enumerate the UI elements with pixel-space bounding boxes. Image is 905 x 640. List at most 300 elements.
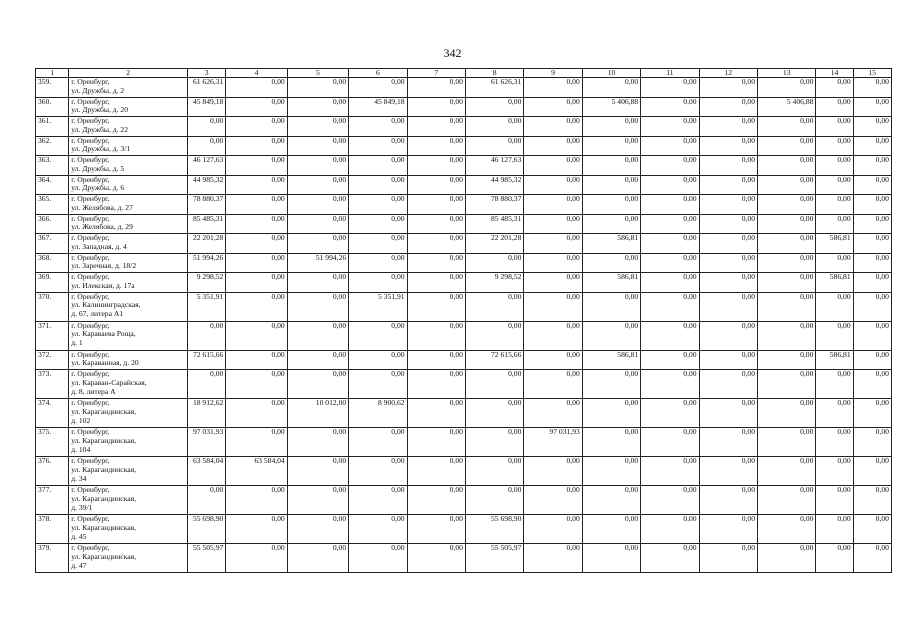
value-cell: 0,00 (758, 292, 816, 321)
value-cell: 0,00 (287, 175, 348, 195)
value-cell: 0,00 (853, 214, 891, 234)
value-cell: 0,00 (816, 253, 853, 273)
value-cell: 0,00 (349, 544, 407, 573)
table-row (36, 273, 892, 293)
value-cell: 0,00 (582, 457, 640, 486)
row-number: 379. (36, 544, 69, 573)
address-line: ул. Дружбы, д. 6 (71, 183, 125, 193)
value-cell: 0,00 (641, 253, 699, 273)
address-line: г. Оренбург, (71, 97, 110, 106)
value-cell: 10 012,00 (287, 399, 348, 428)
value-cell: 0,00 (699, 97, 757, 117)
table-row (36, 136, 892, 156)
value-cell: 0,00 (582, 486, 640, 515)
address-line: г. Оренбург, (71, 321, 110, 330)
value-cell: 0,00 (407, 350, 465, 370)
value-cell: 0,00 (853, 97, 891, 117)
value-cell: 0,00 (287, 321, 348, 350)
value-cell: 0,00 (641, 515, 699, 544)
value-cell: 72 615,66 (465, 350, 523, 370)
address-line: д. 102 (71, 415, 91, 425)
value-cell: 0,00 (349, 515, 407, 544)
column-header: 1 (36, 69, 69, 78)
address-cell (69, 428, 188, 457)
row-number: 364. (36, 175, 69, 195)
value-cell: 0,00 (758, 457, 816, 486)
address-line: д. 67, литера А1 (71, 309, 124, 319)
value-cell: 0,00 (524, 136, 582, 156)
address-cell (69, 457, 188, 486)
table-row (36, 544, 892, 573)
value-cell: 0,00 (582, 292, 640, 321)
value-cell: 0,00 (641, 234, 699, 254)
value-cell: 0,00 (226, 156, 287, 176)
value-cell: 0,00 (287, 292, 348, 321)
value-cell: 0,00 (287, 370, 348, 399)
value-cell: 0,00 (226, 175, 287, 195)
value-cell: 5 351,91 (188, 292, 226, 321)
table-row (36, 78, 892, 98)
row-number: 361. (36, 117, 69, 137)
value-cell: 0,00 (699, 78, 757, 98)
address-line: ул. Карагандинская, (71, 522, 137, 532)
row-number: 373. (36, 370, 69, 399)
value-cell: 0,00 (524, 214, 582, 234)
value-cell: 0,00 (287, 544, 348, 573)
row-number: 374. (36, 399, 69, 428)
value-cell: 22 201,28 (465, 234, 523, 254)
address-cell (69, 253, 188, 273)
address-line: г. Оренбург, (71, 369, 110, 378)
value-cell: 9 298,52 (465, 273, 523, 293)
value-cell: 0,00 (758, 370, 816, 399)
value-cell: 0,00 (641, 544, 699, 573)
value-cell: 0,00 (465, 428, 523, 457)
value-cell: 0,00 (582, 544, 640, 573)
address-line: д. 45 (71, 531, 87, 541)
table-row (36, 428, 892, 457)
value-cell: 0,00 (287, 156, 348, 176)
value-cell: 61 626,31 (188, 78, 226, 98)
value-cell: 0,00 (407, 97, 465, 117)
value-cell: 0,00 (816, 428, 853, 457)
address-line: г. Оренбург, (71, 456, 110, 465)
address-line: г. Оренбург, (71, 233, 110, 242)
address-line: г. Оренбург, (71, 292, 110, 301)
value-cell: 55 505,97 (465, 544, 523, 573)
value-cell: 0,00 (465, 370, 523, 399)
value-cell: 0,00 (641, 78, 699, 98)
address-line: г. Оренбург, (71, 350, 110, 359)
value-cell: 0,00 (758, 273, 816, 293)
row-number: 377. (36, 486, 69, 515)
value-cell: 0,00 (758, 117, 816, 137)
value-cell: 0,00 (699, 117, 757, 137)
value-cell: 0,00 (582, 117, 640, 137)
value-cell: 0,00 (349, 156, 407, 176)
value-cell: 0,00 (853, 117, 891, 137)
value-cell: 0,00 (816, 214, 853, 234)
row-number: 366. (36, 214, 69, 234)
value-cell: 0,00 (641, 321, 699, 350)
row-number: 372. (36, 350, 69, 370)
value-cell: 0,00 (699, 321, 757, 350)
value-cell: 0,00 (853, 195, 891, 215)
address-line: г. Оренбург, (71, 427, 110, 436)
value-cell: 63 584,04 (226, 457, 287, 486)
value-cell: 0,00 (699, 156, 757, 176)
value-cell: 0,00 (407, 78, 465, 98)
value-cell: 0,00 (582, 78, 640, 98)
value-cell: 0,00 (226, 350, 287, 370)
value-cell: 63 584,04 (188, 457, 226, 486)
address-line: г. Оренбург, (71, 272, 110, 281)
value-cell: 0,00 (582, 156, 640, 176)
address-line: д. 47 (71, 560, 87, 570)
value-cell: 0,00 (349, 457, 407, 486)
value-cell: 0,00 (524, 117, 582, 137)
address-line: г. Оренбург, (71, 543, 110, 552)
address-line: г. Оренбург, (71, 485, 110, 494)
value-cell: 22 201,28 (188, 234, 226, 254)
value-cell: 0,00 (524, 515, 582, 544)
value-cell: 44 985,32 (465, 175, 523, 195)
value-cell: 0,00 (524, 350, 582, 370)
value-cell: 0,00 (524, 97, 582, 117)
column-header: 7 (407, 69, 465, 78)
value-cell: 0,00 (188, 321, 226, 350)
value-cell: 0,00 (287, 428, 348, 457)
address-cell (69, 136, 188, 156)
value-cell: 0,00 (349, 195, 407, 215)
column-header: 8 (465, 69, 523, 78)
address-cell (69, 78, 188, 98)
value-cell: 0,00 (524, 156, 582, 176)
value-cell: 85 485,31 (465, 214, 523, 234)
value-cell: 0,00 (226, 136, 287, 156)
value-cell: 0,00 (758, 253, 816, 273)
value-cell: 0,00 (853, 253, 891, 273)
value-cell: 0,00 (287, 214, 348, 234)
address-line: д. 8, литера А (71, 386, 116, 396)
value-cell: 0,00 (699, 195, 757, 215)
row-number: 375. (36, 428, 69, 457)
value-cell: 0,00 (524, 253, 582, 273)
address-line: г. Оренбург, (71, 214, 110, 223)
value-cell: 0,00 (699, 428, 757, 457)
address-line: ул. Карагандинская, (71, 406, 137, 416)
value-cell: 0,00 (853, 486, 891, 515)
address-cell (69, 273, 188, 293)
value-cell: 0,00 (853, 234, 891, 254)
address-cell (69, 486, 188, 515)
value-cell: 0,00 (407, 117, 465, 137)
value-cell: 0,00 (853, 273, 891, 293)
value-cell: 0,00 (816, 117, 853, 137)
value-cell: 0,00 (407, 428, 465, 457)
value-cell: 0,00 (853, 457, 891, 486)
value-cell: 0,00 (816, 136, 853, 156)
address-cell (69, 515, 188, 544)
column-header: 13 (758, 69, 816, 78)
value-cell: 0,00 (699, 136, 757, 156)
value-cell: 0,00 (349, 253, 407, 273)
value-cell: 0,00 (188, 370, 226, 399)
value-cell: 0,00 (349, 78, 407, 98)
value-cell: 0,00 (582, 195, 640, 215)
column-header: 11 (641, 69, 699, 78)
value-cell: 0,00 (816, 292, 853, 321)
value-cell: 0,00 (407, 486, 465, 515)
value-cell: 0,00 (407, 195, 465, 215)
value-cell: 586,81 (582, 350, 640, 370)
value-cell: 0,00 (465, 321, 523, 350)
value-cell: 0,00 (758, 195, 816, 215)
table-row (36, 350, 892, 370)
value-cell: 0,00 (699, 399, 757, 428)
table-row (36, 253, 892, 273)
value-cell: 0,00 (524, 544, 582, 573)
value-cell: 0,00 (188, 486, 226, 515)
value-cell: 0,00 (641, 486, 699, 515)
value-cell: 0,00 (287, 78, 348, 98)
value-cell: 0,00 (465, 486, 523, 515)
value-cell: 0,00 (407, 156, 465, 176)
column-header: 9 (524, 69, 582, 78)
value-cell: 0,00 (853, 292, 891, 321)
value-cell: 0,00 (853, 515, 891, 544)
table-row (36, 399, 892, 428)
value-cell: 0,00 (287, 117, 348, 137)
value-cell: 0,00 (853, 78, 891, 98)
value-cell: 0,00 (287, 273, 348, 293)
value-cell: 0,00 (407, 273, 465, 293)
value-cell: 0,00 (287, 136, 348, 156)
address-line: г. Оренбург, (71, 514, 110, 523)
value-cell: 97 031,93 (524, 428, 582, 457)
address-cell (69, 175, 188, 195)
address-cell (69, 370, 188, 399)
table-row (36, 486, 892, 515)
value-cell: 0,00 (465, 97, 523, 117)
value-cell: 0,00 (758, 486, 816, 515)
column-header: 6 (349, 69, 407, 78)
value-cell: 97 031,93 (188, 428, 226, 457)
value-cell: 0,00 (758, 399, 816, 428)
address-cell (69, 234, 188, 254)
value-cell: 0,00 (641, 457, 699, 486)
address-line: ул. Карагандинская, (71, 435, 137, 445)
value-cell: 0,00 (758, 234, 816, 254)
value-cell: 0,00 (699, 370, 757, 399)
value-cell: 0,00 (816, 156, 853, 176)
address-cell (69, 399, 188, 428)
value-cell: 44 985,32 (188, 175, 226, 195)
value-cell: 0,00 (349, 136, 407, 156)
value-cell: 0,00 (816, 457, 853, 486)
value-cell: 0,00 (816, 78, 853, 98)
table-row (36, 195, 892, 215)
column-header: 14 (816, 69, 853, 78)
value-cell: 586,81 (816, 234, 853, 254)
address-line: ул. Дружбы, д. 22 (71, 124, 129, 134)
value-cell: 78 880,37 (465, 195, 523, 215)
value-cell: 0,00 (524, 486, 582, 515)
value-cell: 0,00 (641, 292, 699, 321)
address-line: ул. Калининградская, (71, 300, 141, 310)
value-cell: 0,00 (582, 321, 640, 350)
value-cell: 0,00 (465, 117, 523, 137)
value-cell: 0,00 (641, 195, 699, 215)
value-cell: 0,00 (641, 428, 699, 457)
row-number: 369. (36, 273, 69, 293)
value-cell: 0,00 (758, 175, 816, 195)
address-line: г. Оренбург, (71, 175, 110, 184)
value-cell: 0,00 (853, 321, 891, 350)
value-cell: 0,00 (465, 399, 523, 428)
value-cell: 0,00 (287, 457, 348, 486)
value-cell: 0,00 (407, 253, 465, 273)
value-cell: 18 912,62 (188, 399, 226, 428)
address-line: ул. Караваева Роща, (71, 329, 136, 339)
value-cell: 0,00 (853, 350, 891, 370)
value-cell: 0,00 (582, 428, 640, 457)
value-cell: 46 127,63 (188, 156, 226, 176)
column-header: 5 (287, 69, 348, 78)
value-cell: 0,00 (287, 97, 348, 117)
value-cell: 586,81 (816, 273, 853, 293)
value-cell: 586,81 (816, 350, 853, 370)
value-cell: 5 406,88 (758, 97, 816, 117)
address-cell (69, 292, 188, 321)
address-line: г. Оренбург, (71, 194, 110, 203)
value-cell: 0,00 (641, 117, 699, 137)
value-cell: 0,00 (699, 544, 757, 573)
value-cell: 0,00 (853, 370, 891, 399)
address-line: г. Оренбург, (71, 398, 110, 407)
value-cell: 0,00 (641, 97, 699, 117)
address-line: ул. Караванная, д. 20 (71, 358, 139, 368)
value-cell: 586,81 (582, 273, 640, 293)
value-cell: 0,00 (349, 321, 407, 350)
table-row (36, 321, 892, 350)
address-cell (69, 195, 188, 215)
address-line: г. Оренбург, (71, 77, 110, 86)
value-cell: 0,00 (226, 253, 287, 273)
address-line: г. Оренбург, (71, 155, 110, 164)
value-cell: 0,00 (524, 399, 582, 428)
table-row (36, 175, 892, 195)
value-cell: 78 880,37 (188, 195, 226, 215)
address-line: д. 34 (71, 473, 87, 483)
value-cell: 0,00 (641, 273, 699, 293)
value-cell: 0,00 (226, 273, 287, 293)
address-cell (69, 97, 188, 117)
value-cell: 0,00 (465, 457, 523, 486)
value-cell: 0,00 (407, 136, 465, 156)
value-cell: 0,00 (582, 175, 640, 195)
value-cell: 0,00 (853, 544, 891, 573)
value-cell: 0,00 (407, 214, 465, 234)
value-cell: 0,00 (407, 399, 465, 428)
value-cell: 0,00 (699, 273, 757, 293)
value-cell: 0,00 (407, 370, 465, 399)
value-cell: 0,00 (349, 234, 407, 254)
value-cell: 0,00 (349, 370, 407, 399)
value-cell: 0,00 (582, 253, 640, 273)
value-cell: 0,00 (758, 544, 816, 573)
value-cell: 0,00 (816, 515, 853, 544)
value-cell: 0,00 (699, 253, 757, 273)
value-cell: 61 626,31 (465, 78, 523, 98)
address-line: ул. Караван-Сарайская, (71, 377, 147, 387)
column-header: 10 (582, 69, 640, 78)
address-cell (69, 156, 188, 176)
value-cell: 0,00 (287, 515, 348, 544)
row-number: 365. (36, 195, 69, 215)
table-row (36, 214, 892, 234)
value-cell: 0,00 (582, 214, 640, 234)
value-cell: 0,00 (758, 321, 816, 350)
page-number: 342 (443, 46, 462, 60)
value-cell: 0,00 (758, 78, 816, 98)
value-cell: 45 849,18 (188, 97, 226, 117)
row-number: 370. (36, 292, 69, 321)
address-line: д. 39/1 (71, 502, 93, 512)
value-cell: 0,00 (349, 214, 407, 234)
value-cell: 0,00 (582, 136, 640, 156)
row-number: 371. (36, 321, 69, 350)
value-cell: 0,00 (188, 136, 226, 156)
value-cell: 0,00 (349, 175, 407, 195)
data-table (35, 68, 892, 573)
value-cell: 0,00 (226, 515, 287, 544)
value-cell: 0,00 (582, 399, 640, 428)
value-cell: 0,00 (524, 78, 582, 98)
value-cell: 0,00 (816, 97, 853, 117)
value-cell: 0,00 (407, 292, 465, 321)
value-cell: 9 298,52 (188, 273, 226, 293)
value-cell: 5 351,91 (349, 292, 407, 321)
value-cell: 0,00 (816, 399, 853, 428)
value-cell: 0,00 (853, 399, 891, 428)
table-row (36, 370, 892, 399)
value-cell: 0,00 (407, 321, 465, 350)
value-cell: 0,00 (524, 292, 582, 321)
value-cell: 0,00 (524, 234, 582, 254)
column-header: 3 (188, 69, 226, 78)
address-line: ул. Дружбы, д. 2 (71, 85, 125, 95)
value-cell: 0,00 (641, 136, 699, 156)
value-cell: 0,00 (524, 370, 582, 399)
value-cell: 0,00 (758, 156, 816, 176)
value-cell: 0,00 (226, 321, 287, 350)
address-line: ул. Карагандинская, (71, 464, 137, 474)
value-cell: 586,81 (582, 234, 640, 254)
value-cell: 0,00 (641, 156, 699, 176)
value-cell: 0,00 (287, 234, 348, 254)
value-cell: 0,00 (853, 428, 891, 457)
value-cell: 0,00 (699, 515, 757, 544)
value-cell: 0,00 (524, 457, 582, 486)
value-cell: 0,00 (758, 350, 816, 370)
column-header: 15 (853, 69, 891, 78)
row-number: 367. (36, 234, 69, 254)
column-header: 2 (69, 69, 188, 78)
address-line: ул. Илекская, д. 17а (71, 280, 135, 290)
table-row (36, 292, 892, 321)
value-cell: 0,00 (641, 214, 699, 234)
